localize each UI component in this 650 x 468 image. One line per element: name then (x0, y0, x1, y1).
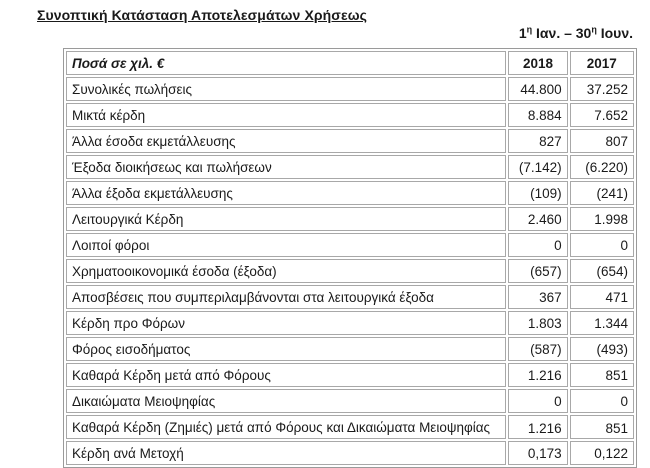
value-2018: 1.216 (508, 363, 567, 387)
row-label: Συνολικές πωλήσεις (66, 77, 506, 101)
value-2017: (654) (570, 259, 634, 283)
table-row (66, 389, 634, 413)
period-start-sup: η (526, 24, 533, 35)
row-label: Καθαρά Κέρδη (Ζημιές) μετά από Φόρους και Δικαιώματα Μειοψηφίας (66, 415, 506, 439)
value-2017: (241) (570, 181, 634, 205)
value-2017: 851 (570, 363, 634, 387)
value-2018: 2.460 (508, 207, 567, 231)
value-2017: (493) (570, 337, 634, 361)
value-2018: 8.884 (508, 103, 567, 127)
value-2018: (7.142) (508, 155, 567, 179)
value-2017: 1.998 (570, 207, 634, 231)
header-year-2018: 2018 (508, 51, 567, 75)
table-row (66, 415, 634, 439)
table-row (66, 337, 634, 361)
row-label: Καθαρά Κέρδη μετά από Φόρους (66, 363, 506, 387)
row-label: Αποσβέσεις που συμπεριλαμβάνονται στα λειτουργικά έξοδα (66, 285, 506, 309)
value-2018: 44.800 (508, 77, 567, 101)
value-2017: 0 (570, 233, 634, 257)
value-2017: 7.652 (570, 103, 634, 127)
value-2017: 471 (570, 285, 634, 309)
table-row (66, 181, 634, 205)
period-end-sup: η (591, 24, 597, 35)
row-label: Μικτά κέρδη (66, 103, 506, 127)
table-row (66, 103, 634, 127)
page-title: Συνοπτική Κατάσταση Αποτελεσμάτων Χρήσεως (37, 7, 368, 23)
value-2017: 0,122 (570, 441, 634, 465)
value-2018: (587) (508, 337, 567, 361)
value-2018: 367 (508, 285, 567, 309)
table-row (66, 207, 634, 231)
value-2018: (657) (508, 259, 567, 283)
value-2017: 1.344 (570, 311, 634, 335)
results-table (63, 48, 637, 468)
table-header-row (66, 51, 634, 75)
row-label: Άλλα έσοδα εκμετάλλευσης (66, 129, 506, 153)
row-label: Έξοδα διοικήσεως και πωλήσεων (66, 155, 506, 179)
table-row (66, 77, 634, 101)
row-label: Κέρδη προ Φόρων (66, 311, 506, 335)
value-2017: 0 (570, 389, 634, 413)
row-label: Άλλα έξοδα εκμετάλλευσης (66, 181, 506, 205)
value-2018: 1.216 (508, 415, 567, 439)
table-row (66, 441, 634, 465)
table-row (66, 155, 634, 179)
period-end-rest: Ιουν. (596, 25, 633, 41)
table-row (66, 259, 634, 283)
table-row (66, 285, 634, 309)
table-row (66, 129, 634, 153)
value-2018: 827 (508, 129, 567, 153)
row-label: Δικαιώματα Μειοψηφίας (66, 389, 506, 413)
value-2017: 807 (570, 129, 634, 153)
header-year-2017: 2017 (570, 51, 634, 75)
value-2018: 0,173 (508, 441, 567, 465)
row-label: Φόρος εισοδήματος (66, 337, 506, 361)
value-2018: 0 (508, 233, 567, 257)
value-2017: 851 (570, 415, 634, 439)
value-2017: (6.220) (570, 155, 634, 179)
value-2018: 1.803 (508, 311, 567, 335)
table-row (66, 233, 634, 257)
value-2018: 0 (508, 389, 567, 413)
table-row (66, 363, 634, 387)
table-row (66, 311, 634, 335)
period-label (519, 25, 633, 41)
value-2018: (109) (508, 181, 567, 205)
value-2017: 37.252 (570, 77, 634, 101)
row-label: Κέρδη ανά Μετοχή (66, 441, 506, 465)
row-label: Λοιποί φόροι (66, 233, 506, 257)
period-start-num: 1 (518, 25, 527, 41)
row-label: Λειτουργικά Κέρδη (66, 207, 506, 231)
row-label: Χρηματοοικονομικά έσοδα (έξοδα) (66, 259, 506, 283)
header-label: Ποσά σε χιλ. € (66, 51, 506, 75)
period-start-rest: Ιαν. – 30 (532, 25, 592, 41)
